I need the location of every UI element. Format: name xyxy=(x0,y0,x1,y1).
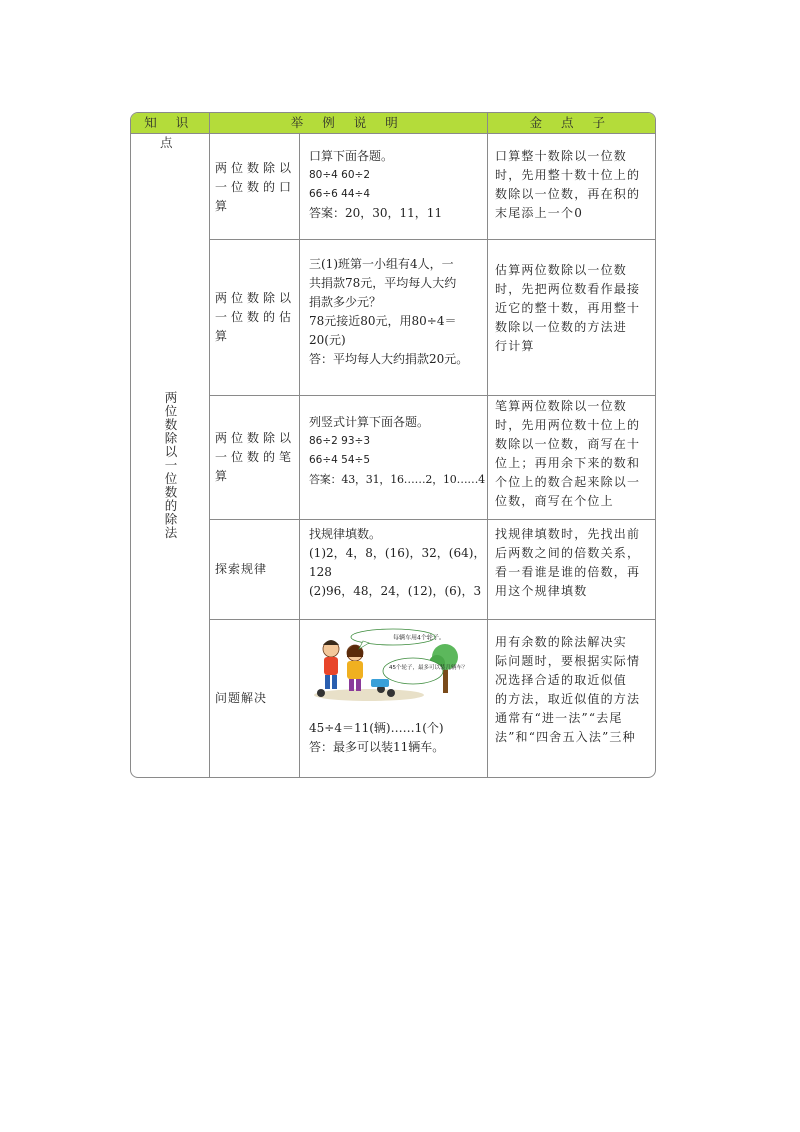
example-line: 86÷2 93÷3 xyxy=(309,435,371,447)
knowledge-line: 一位数的笔 xyxy=(215,450,296,464)
tip-line: 通常有“进一法”“去尾 xyxy=(495,711,623,725)
divider xyxy=(487,113,488,777)
example-line: 答：最多可以装11辆车。 xyxy=(309,740,445,754)
example-cell xyxy=(309,413,485,489)
tip-cell xyxy=(495,525,655,601)
knowledge-line: 一位数的估 xyxy=(215,310,296,324)
example-line: 口算下面各题。 xyxy=(309,149,394,163)
knowledge-line: 一位数的口 xyxy=(215,179,296,194)
knowledge-cell xyxy=(215,135,297,239)
example-line: (2)96，48，24，(12)，(6)，3 xyxy=(309,584,482,598)
knowledge-line: 两位数除以 xyxy=(215,291,296,305)
example-line: 128 xyxy=(309,565,332,579)
tip-line: 个位上的数合起来除以一 xyxy=(495,475,641,489)
knowledge-cell xyxy=(215,620,297,777)
children-illustration xyxy=(309,627,469,705)
bubble-text-1: 每辆车用4个轮子。 xyxy=(393,634,445,642)
example-line: 列竖式计算下面各题。 xyxy=(309,415,430,429)
example-cell xyxy=(309,525,485,601)
tip-line: 位上；再用余下来的数和 xyxy=(495,456,641,470)
tip-line: 时，先用两位数十位上的 xyxy=(495,418,641,432)
knowledge-line: 算 xyxy=(215,469,232,483)
knowledge-line: 算 xyxy=(215,329,232,343)
example-line: 66÷4 54÷5 xyxy=(309,454,371,466)
tip-cell xyxy=(495,261,655,356)
example-cell xyxy=(309,255,485,369)
tip-line: 找规律填数时，先找出前 xyxy=(495,527,641,541)
tip-line: 口算整十数除以一位数 xyxy=(495,149,628,163)
tip-line: 时，先把两位数看作最接 xyxy=(495,282,641,296)
example-line: 找规律填数。 xyxy=(309,527,382,541)
example-line: 答：平均每人大约捐款20元。 xyxy=(309,352,469,366)
tip-line: 数除以一位数，商写在十 xyxy=(495,437,641,451)
header-example: 举 例 说 明 xyxy=(290,115,406,130)
tip-line: 笔算两位数除以一位数 xyxy=(495,399,628,413)
tip-line: 行计算 xyxy=(495,339,535,353)
knowledge-cell xyxy=(215,520,297,619)
tip-line: 位数，商写在个位上 xyxy=(495,494,614,508)
tip-line: 看一看谁是谁的倍数，再 xyxy=(495,565,641,579)
tip-line: 时，先用整十数十位上的 xyxy=(495,168,641,182)
problem-illustration xyxy=(309,627,469,707)
example-line: 答案：20，30，11，11 xyxy=(309,206,443,220)
tip-line: 近它的整十数，再用整十 xyxy=(495,301,641,315)
header-knowledge: 知 识 点 xyxy=(144,115,196,150)
knowledge-cell xyxy=(215,240,297,395)
example-line: 66÷6 44÷4 xyxy=(309,188,371,200)
tip-line: 估算两位数除以一位数 xyxy=(495,263,628,277)
bubble-text-2: 45个轮子，最多可以装几辆车？ xyxy=(389,665,468,671)
example-line: 共捐款78元，平均每人大约 xyxy=(309,276,457,290)
example-line: 20(元) xyxy=(309,333,346,347)
header-tip: 金 点 子 xyxy=(529,115,613,130)
tip-line: 后两数之间的倍数关系， xyxy=(495,546,641,560)
example-cell xyxy=(309,147,485,223)
example-cell xyxy=(309,719,485,757)
knowledge-line: 两位数除以 xyxy=(215,431,296,445)
tip-line: 况选择合适的取近似值 xyxy=(495,673,628,687)
example-line: 三(1)班第一小组有4人，一 xyxy=(309,257,454,271)
tip-line: 末尾添上一个0 xyxy=(495,206,584,220)
tip-line: 的方法，取近似值的方法 xyxy=(495,692,641,706)
knowledge-line: 算 xyxy=(215,198,232,213)
tip-line: 际问题时，要根据实际情 xyxy=(495,654,641,668)
example-line: 45÷4＝11(辆)……1(个) xyxy=(309,721,444,735)
tip-cell xyxy=(495,397,655,511)
topic-label: 两位数除以一位数的除法 xyxy=(163,391,178,540)
knowledge-table xyxy=(130,112,656,778)
tip-line: 用有余数的除法解决实 xyxy=(495,635,628,649)
example-line: 捐款多少元？ xyxy=(309,295,382,309)
tip-line: 数除以一位数，再在积的 xyxy=(495,187,641,201)
divider xyxy=(209,113,210,777)
knowledge-cell xyxy=(215,396,297,519)
tip-line: 数除以一位数的方法进 xyxy=(495,320,628,334)
tip-cell xyxy=(495,633,655,747)
example-line: 80÷4 60÷2 xyxy=(309,169,371,181)
topic-cell xyxy=(131,134,209,777)
example-line: 78元接近80元，用80÷4＝ xyxy=(309,314,457,328)
knowledge-line: 问题解决 xyxy=(215,691,268,705)
tip-line: 用这个规律填数 xyxy=(495,584,588,598)
knowledge-line: 两位数除以 xyxy=(215,160,296,175)
knowledge-line: 探索规律 xyxy=(215,562,268,576)
example-line: 答案：43，31，16……2，10……4 xyxy=(309,473,485,486)
divider xyxy=(299,134,300,777)
tip-cell xyxy=(495,147,655,223)
tip-line: 法”和“四舍五入法”三种 xyxy=(495,730,636,744)
example-line: (1)2，4，8，(16)，32，(64)， xyxy=(309,546,486,560)
